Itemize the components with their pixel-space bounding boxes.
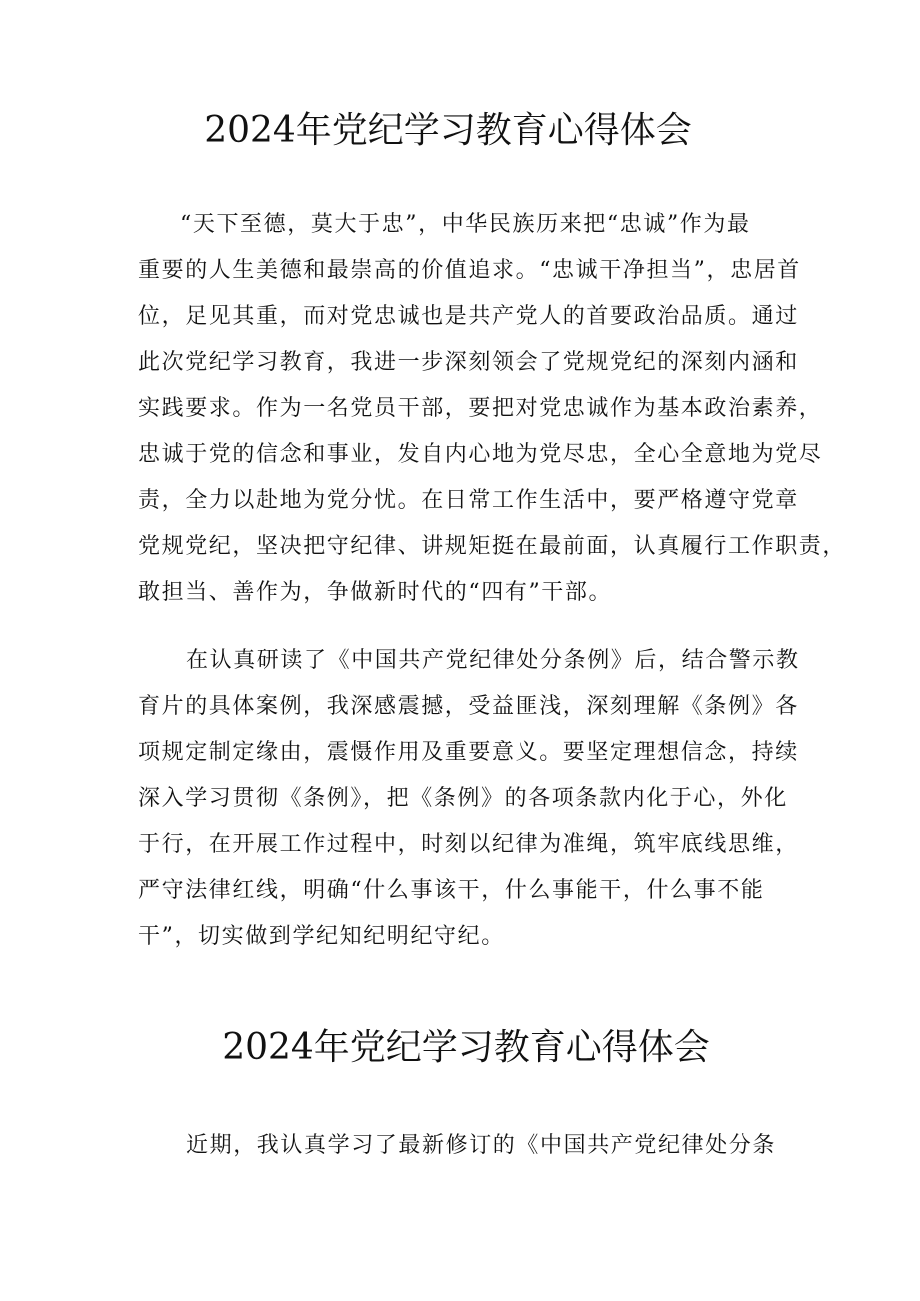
text-line: 此次党纪学习教育，我进一步深刻领会了党规党纪的深刻内涵和 (138, 350, 799, 375)
text-line: 育片的具体案例，我深感震撼，受益匪浅，深刻理解《条例》各 (138, 694, 799, 719)
paragraph (138, 1123, 788, 1169)
text-line: 实践要求。作为一名党员干部，要把对党忠诚作为基本政治素养， (138, 396, 823, 421)
document-title: 2024年党纪学习教育心得体会 (204, 110, 692, 151)
text-line: 项规定制定缘由，震慑作用及重要意义。要坚定理想信念，持续 (138, 740, 799, 765)
text-line: 近期，我认真学习了最新修订的《中国共产党纪律处分条 (186, 1133, 777, 1158)
text-line: 党规党纪，坚决把守纪律、讲规矩挺在最前面，认真履行工作职责， (138, 534, 847, 559)
paragraph (138, 202, 847, 616)
text-line: 忠诚于党的信念和事业，发自内心地为党尽忠，全心全意地为党尽 (138, 442, 823, 467)
text-line: 严守法律红线，明确“什么事该干，什么事能干，什么事不能 (138, 878, 765, 903)
text-line: 干”，切实做到学纪知纪明纪守纪。 (138, 924, 505, 949)
paragraph (138, 638, 800, 960)
text-line: 深入学习贯彻《条例》，把《条例》的各项条款内化于心，外化 (138, 786, 788, 811)
document-title: 2024年党纪学习教育心得体会 (222, 1027, 710, 1068)
text-line: 敢担当、善作为，争做新时代的“四有”干部。 (138, 580, 613, 605)
text-line: 位，足见其重，而对党忠诚也是共产党人的首要政治品质。通过 (138, 304, 799, 329)
text-line: 在认真研读了《中国共产党纪律处分条例》后，结合警示教 (186, 648, 800, 673)
text-line: 责，全力以赴地为党分忧。在日常工作生活中，要严格遵守党章 (138, 488, 799, 513)
text-line: “天下至德，莫大于忠”，中华民族历来把“忠诚”作为最 (180, 212, 751, 237)
text-line: 于行，在开展工作过程中，时刻以纪律为准绳，筑牢底线思维， (138, 832, 799, 857)
text-line: 重要的人生美德和最崇高的价值追求。“忠诚干净担当”，忠居首 (138, 258, 801, 283)
